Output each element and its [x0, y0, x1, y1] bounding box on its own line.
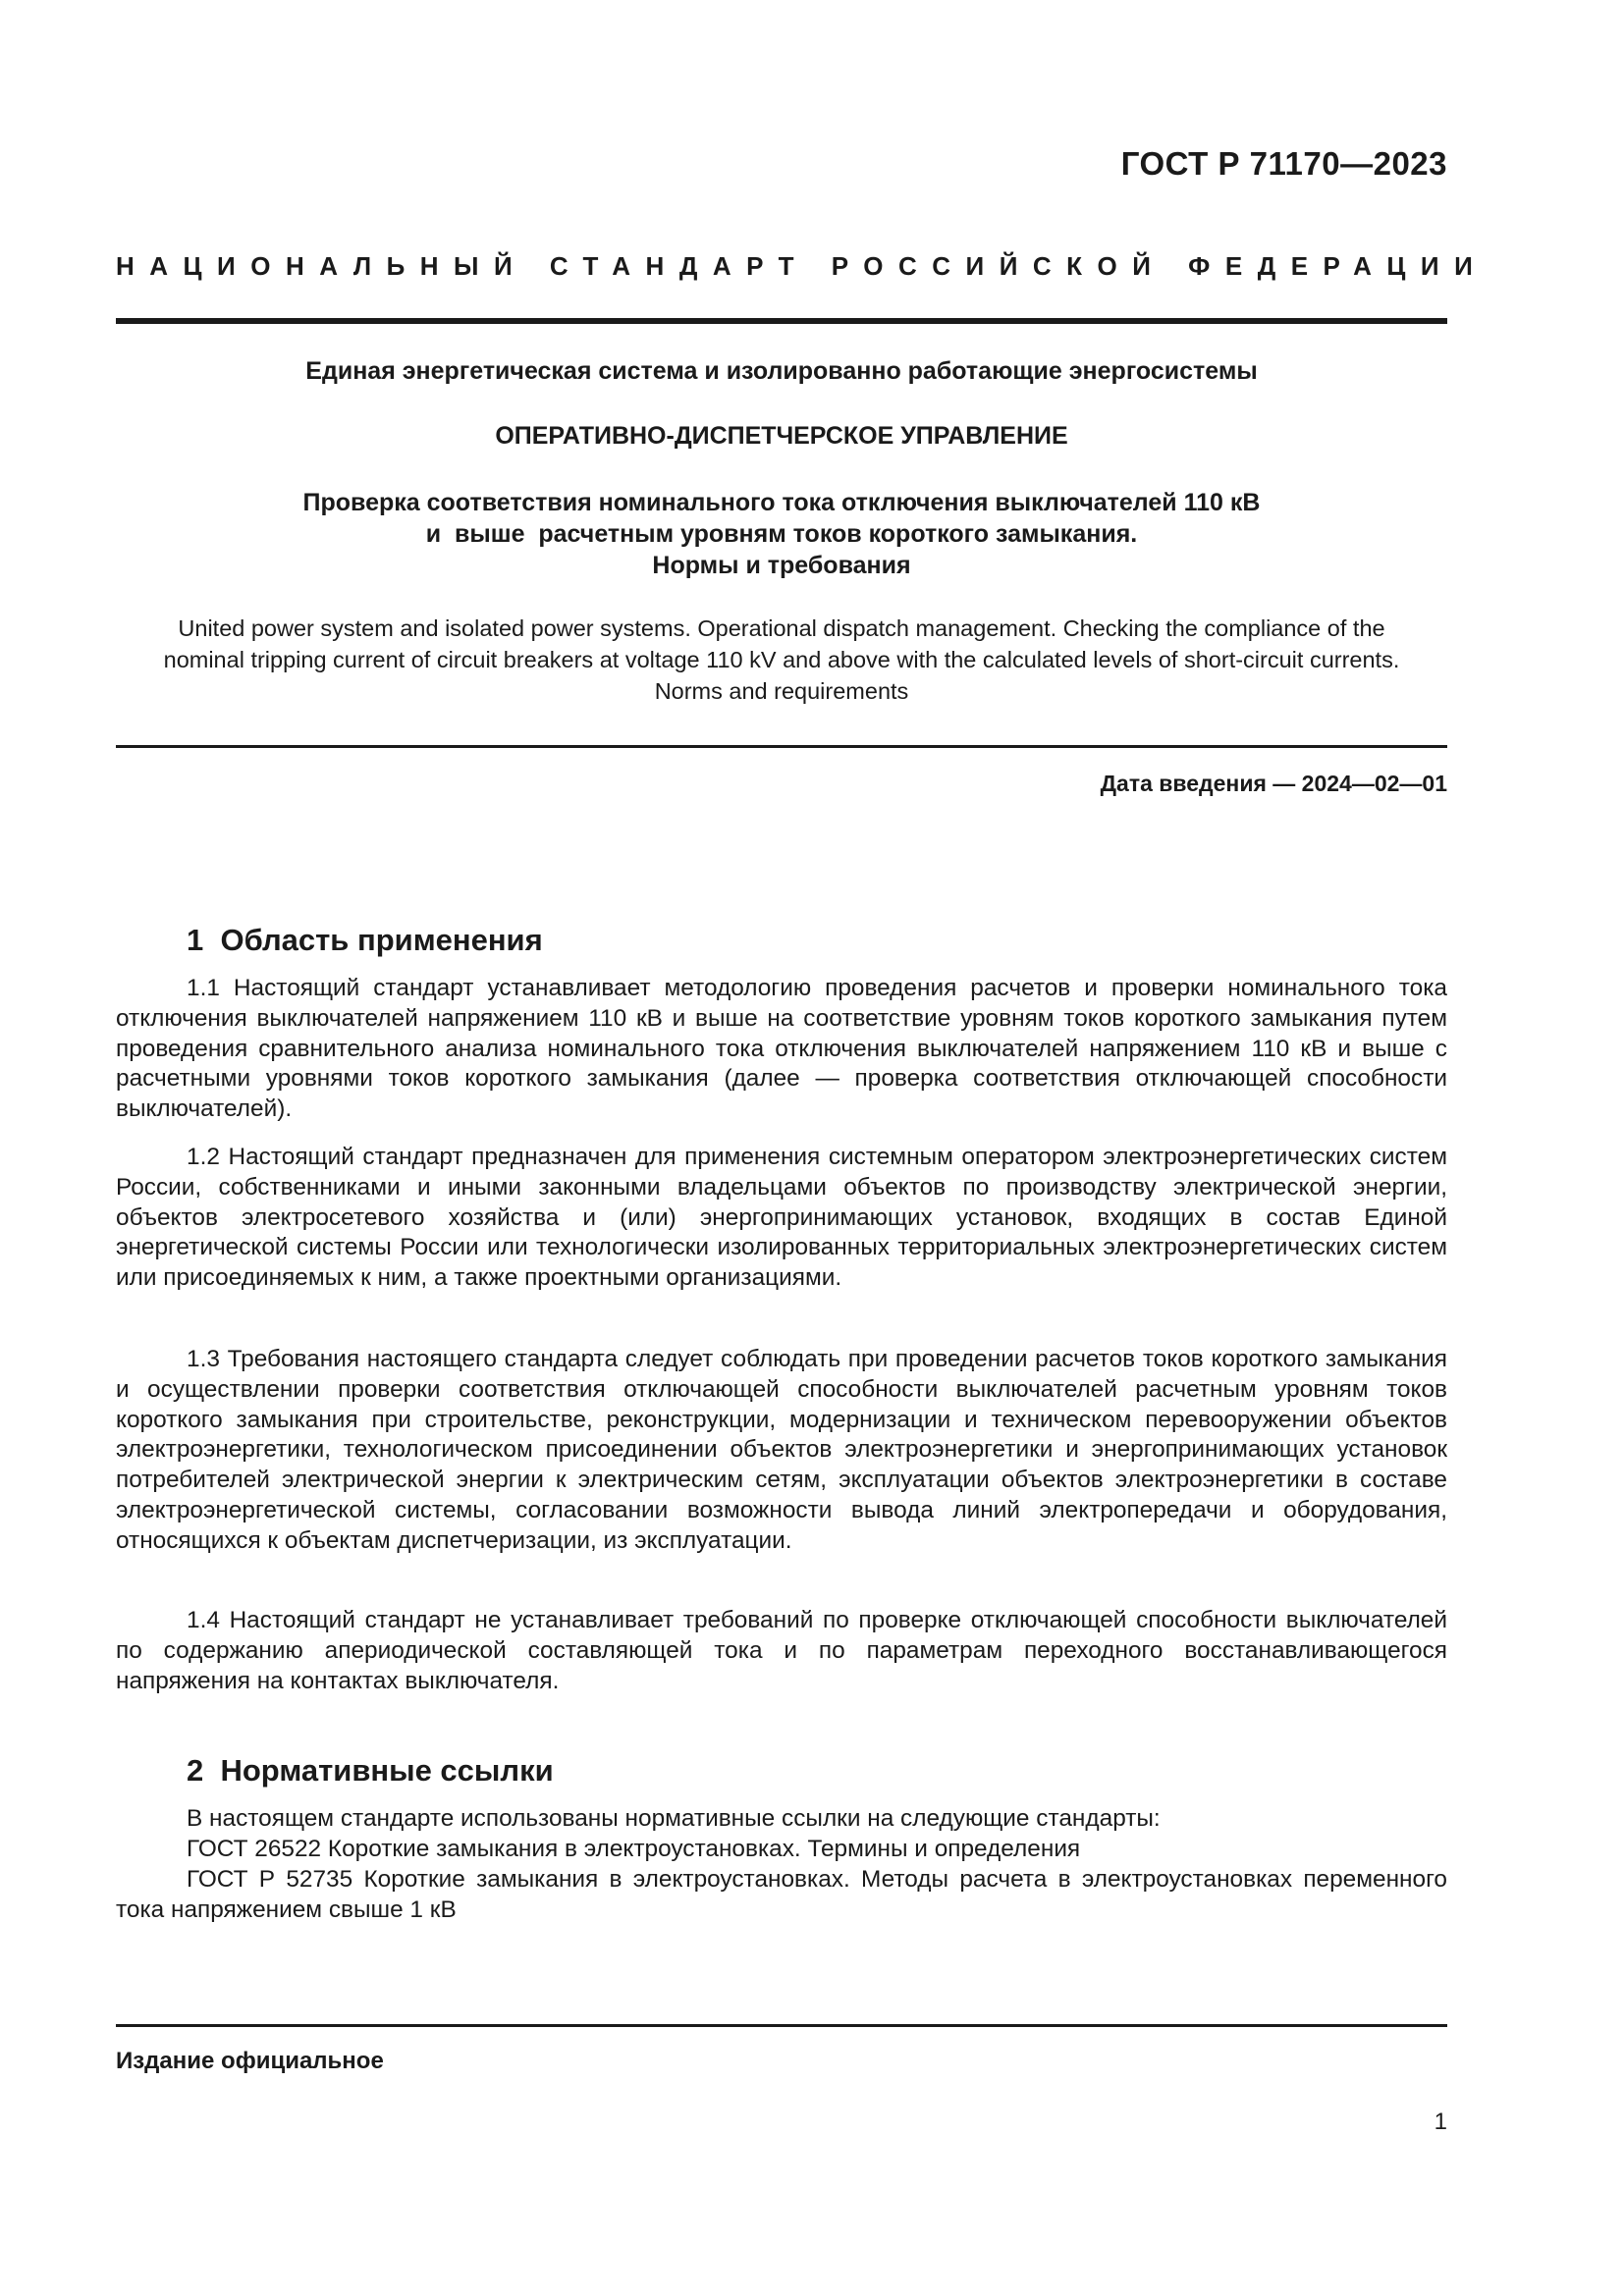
title-management: ОПЕРАТИВНО-ДИСПЕТЧЕРСКОЕ УПРАВЛЕНИЕ	[495, 422, 1068, 450]
references-intro: В настоящем стандарте использованы нормативные ссылки на следующие стандарты:	[187, 1805, 1161, 1832]
reference-gost-26522: ГОСТ 26522 Короткие замыкания в электроустановках. Термины и определения	[187, 1836, 1081, 1862]
page-number: 1	[1434, 2109, 1447, 2135]
title-subject-line-3: Нормы и требования	[652, 552, 911, 579]
clause-1-1: 1.1 Настоящий стандарт устанавливает методологию проведения расчетов и проверки номинального тока отключения выключателей напряжением 110 кВ и выше на соответствие уровням токов короткого замыкания путем проведения сравнительного анализа номинального тока отключения выключателей напряжением 110 кВ и выше с расчетными уровнями токов короткого замыкания (далее — проверка соответствия отключающей способности выключателей).	[116, 975, 1447, 1123]
footer-divider	[116, 2024, 1447, 2027]
title-subject	[116, 487, 1447, 581]
title-english-line-3: Norms and requirements	[654, 678, 909, 704]
national-standard-title: НАЦИОНАЛЬНЫЙ СТАНДАРТ РОССИЙСКОЙ ФЕДЕРАЦИИ	[116, 251, 1489, 281]
clause-1-2: 1.2 Настоящий стандарт предназначен для применения системным оператором электроэнергетических систем России, собственниками и иными законными владельцами объектов по производству электрической энергии, объектов электросетевого хозяйства и (или) энергопринимающих установок, входящих в состав Единой энергетической системы России или технологически изолированных территориальных электроэнергетических систем или присоединяемых к ним, а также проектными организациями.	[116, 1144, 1447, 1292]
edition-label: Издание официальное	[116, 2048, 384, 2074]
title-subject-line-2: и выше расчетным уровням токов короткого замыкания.	[425, 520, 1138, 548]
header-divider	[116, 318, 1447, 324]
standard-code: ГОСТ Р 71170—2023	[1120, 145, 1447, 182]
section-2-heading: 2 Нормативные ссылки	[187, 1753, 554, 1788]
title-divider	[116, 745, 1447, 748]
title-english-line-2: nominal tripping current of circuit breakers at voltage 110 kV and above with the calculated levels of short-circuit currents.	[163, 647, 1400, 672]
section-1-heading: 1 Область применения	[187, 923, 543, 957]
title-english-line-1: United power system and isolated power systems. Operational dispatch management. Checking the compliance of the	[178, 615, 1385, 641]
introduction-date: Дата введения — 2024—02—01	[1100, 771, 1447, 796]
title-system: Единая энергетическая система и изолированно работающие энергосистемы	[305, 357, 1258, 385]
clause-1-4: 1.4 Настоящий стандарт не устанавливает требований по проверке отключающей способности выключателей по содержанию апериодической составляющей тока и по параметрам переходного восстанавливающегося напряжения на контактах выключателя.	[116, 1607, 1447, 1694]
clause-1-3: 1.3 Требования настоящего стандарта следует соблюдать при проведении расчетов токов короткого замыкания и осуществлении проверки соответствия отключающей способности выключателей расчетным уровням токов короткого замыкания при строительстве, реконструкции, модернизации и техническом перевооружении объектов электроэнергетики, технологическом присоединении объектов электроэнергетики и энергопринимающих установок потребителей электрической энергии к электрическим сетям, эксплуатации объектов электроэнергетики в составе электроэнергетической системы, согласовании возможности вывода линий электропередачи и оборудования, относящихся к объектам диспетчеризации, из эксплуатации.	[116, 1346, 1447, 1554]
reference-gost-r-52735: ГОСТ Р 52735 Короткие замыкания в электроустановках. Методы расчета в электроустановках переменного тока напряжением свыше 1 кВ	[116, 1866, 1447, 1923]
title-subject-line-1: Проверка соответствия номинального тока отключения выключателей 110 кВ	[302, 489, 1261, 516]
title-english	[116, 613, 1447, 707]
